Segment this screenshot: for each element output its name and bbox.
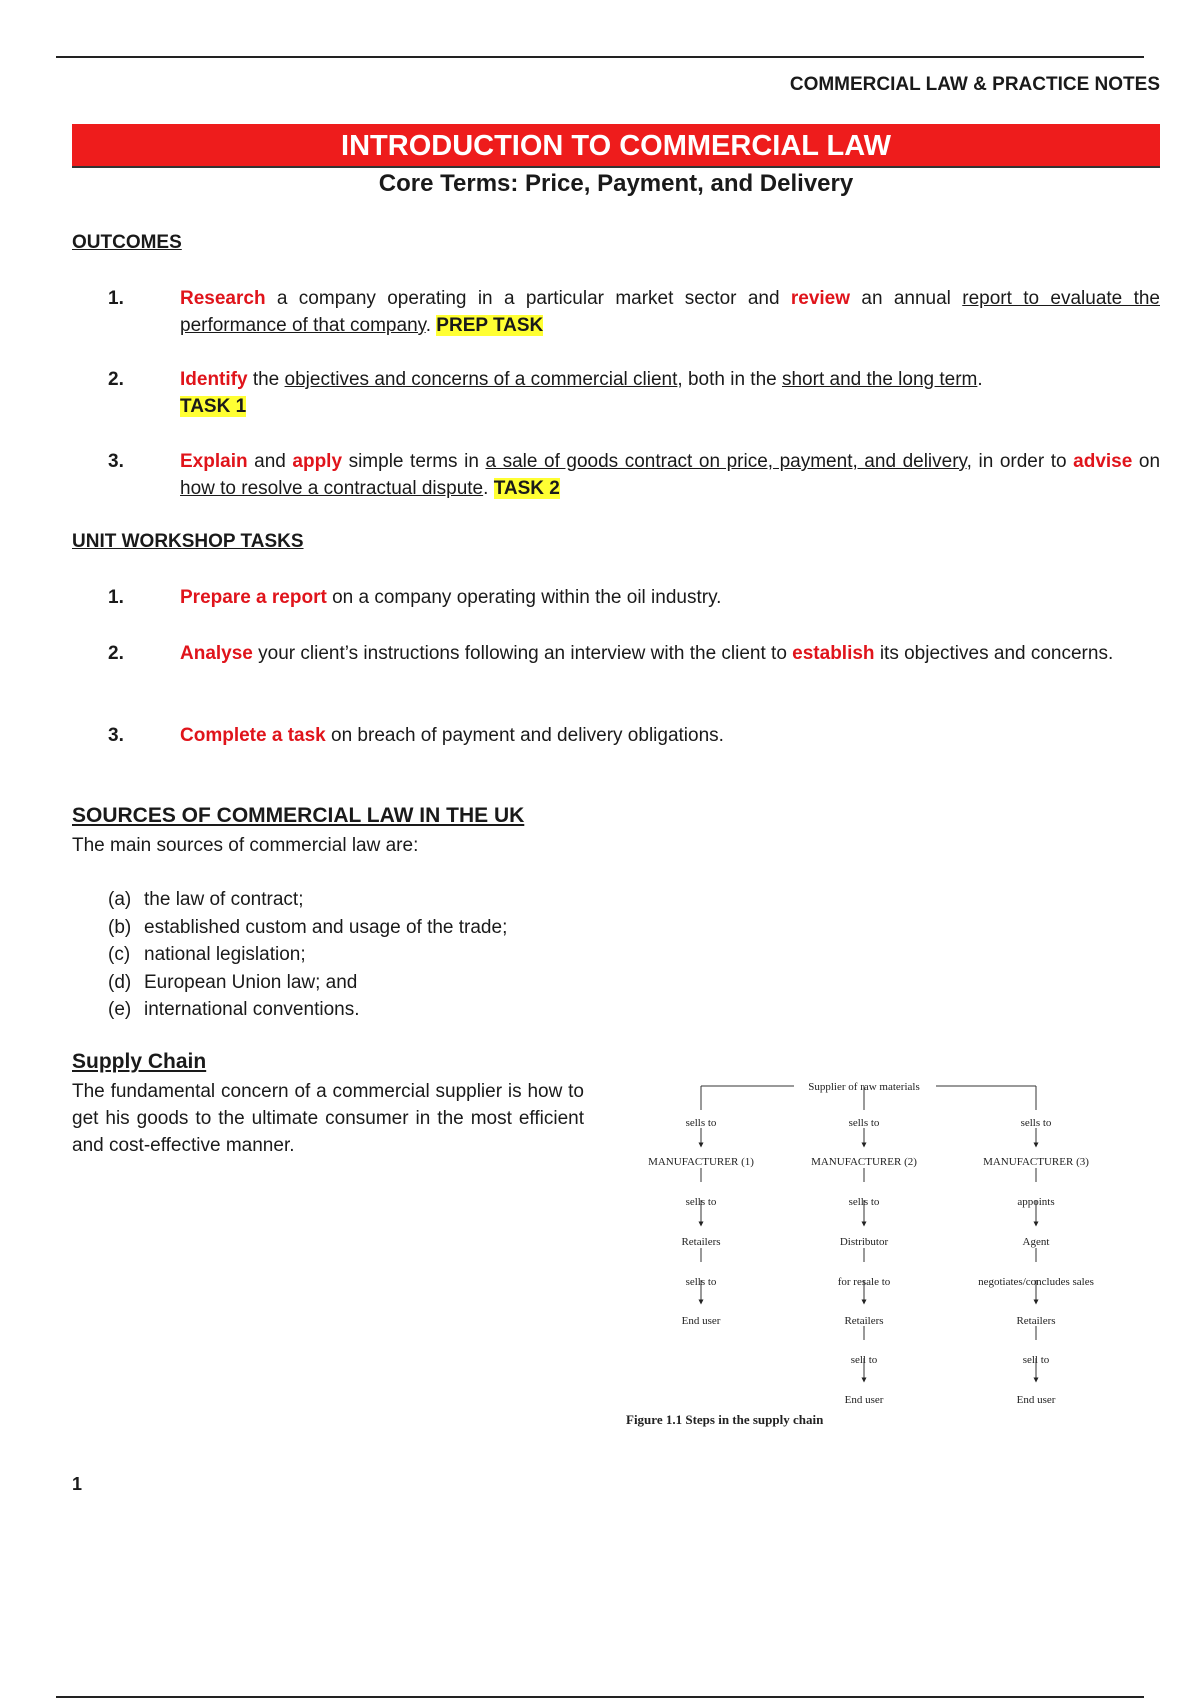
item-number: 3. <box>108 451 124 472</box>
fig-node: End user <box>681 1315 721 1327</box>
supply-chain-heading: Supply Chain <box>72 1050 207 1073</box>
supply-chain-text: The fundamental concern of a commercial supplier is how to get his goods to the ultimate consumer in the most efficient and cost-effective manner. <box>72 1081 584 1156</box>
item-number: 2. <box>108 369 124 390</box>
fig-node: MANUFACTURER (2) <box>811 1156 917 1168</box>
sources-intro: The main sources of commercial law are: <box>72 835 419 856</box>
item-body: Analyse your client’s instructions following an interview with the client to establish its objectives and concerns. <box>180 643 1114 664</box>
list-item: (e) international conventions. <box>108 999 360 1020</box>
fig-node: MANUFACTURER (1) <box>648 1156 754 1168</box>
fig-label: for resale to <box>837 1276 891 1288</box>
workshop-item <box>72 584 1160 611</box>
header-rule <box>56 56 1144 58</box>
fig-node-supplier: Supplier of raw materials <box>808 1081 920 1093</box>
figure-caption: Figure 1.1 Steps in the supply chain <box>626 1412 824 1427</box>
task-tag: TASK 2 <box>493 478 560 499</box>
fig-label: sell to <box>850 1354 878 1366</box>
fig-label: sells to <box>1020 1117 1052 1129</box>
item-number: 3. <box>108 725 124 746</box>
item-body: Explain and apply simple terms in a sale of goods contract on price, payment, and delivery, in order to advise on how to resolve a contractual dispute. TASK 2 <box>180 451 1161 499</box>
workshop-item <box>72 722 1160 749</box>
outcome-item <box>72 285 1160 339</box>
item-number: 2. <box>108 643 124 664</box>
sources-heading: SOURCES OF COMMERCIAL LAW IN THE UK <box>72 804 525 827</box>
task-tag: TASK 1 <box>180 396 247 417</box>
fig-label: appoints <box>1017 1196 1055 1208</box>
fig-node: Retailers <box>1016 1315 1056 1327</box>
item-number: 1. <box>108 587 124 608</box>
task-tag: PREP TASK <box>436 315 544 336</box>
fig-label: sell to <box>1022 1354 1050 1366</box>
fig-node: End user <box>1016 1394 1056 1406</box>
list-item: (b) established custom and usage of the trade; <box>108 916 508 938</box>
fig-node: Retailers <box>844 1315 884 1327</box>
fig-label: sells to <box>848 1196 880 1208</box>
footer-rule <box>56 1696 1144 1698</box>
list-item: (c) national legislation; <box>108 944 306 965</box>
outcome-item <box>72 366 1160 420</box>
item-body: Research a company operating in a particular market sector and review an annual report to evaluate the performance of that company. PREP TASK <box>180 288 1160 336</box>
list-item: (d) European Union law; and <box>108 971 358 993</box>
outcomes-heading: OUTCOMES <box>72 232 182 253</box>
fig-node: Distributor <box>839 1236 889 1248</box>
fig-label: negotiates/concludes sales <box>978 1276 1094 1288</box>
title-banner: INTRODUCTION TO COMMERCIAL LAW <box>72 124 1160 168</box>
workshop-heading: UNIT WORKSHOP TASKS <box>72 531 304 552</box>
fig-node: MANUFACTURER (3) <box>983 1156 1089 1168</box>
page-number: 1 <box>72 1474 83 1494</box>
fig-label: sells to <box>685 1196 717 1208</box>
fig-label: sells to <box>685 1276 717 1288</box>
workshop-item <box>72 640 1160 667</box>
fig-node: Agent <box>1022 1236 1050 1248</box>
fig-node: Retailers <box>681 1236 721 1248</box>
item-body: Complete a task on breach of payment and delivery obligations. <box>180 725 724 746</box>
item-body: Prepare a report on a company operating within the oil industry. <box>180 587 722 608</box>
page-subtitle: Core Terms: Price, Payment, and Delivery <box>378 170 854 197</box>
list-item: (a) the law of contract; <box>108 889 304 910</box>
outcome-item <box>72 448 1160 502</box>
running-header: COMMERCIAL LAW & PRACTICE NOTES <box>789 74 1160 95</box>
supply-chain-figure <box>618 1070 1158 1440</box>
sources-list <box>108 886 507 1024</box>
fig-node: End user <box>844 1394 884 1406</box>
item-number: 1. <box>108 288 124 309</box>
fig-label: sells to <box>848 1117 880 1129</box>
fig-label: sells to <box>685 1117 717 1129</box>
item-body: Identify the objectives and concerns of a commercial client, both in the short and the long term. TASK 1 <box>180 369 983 417</box>
